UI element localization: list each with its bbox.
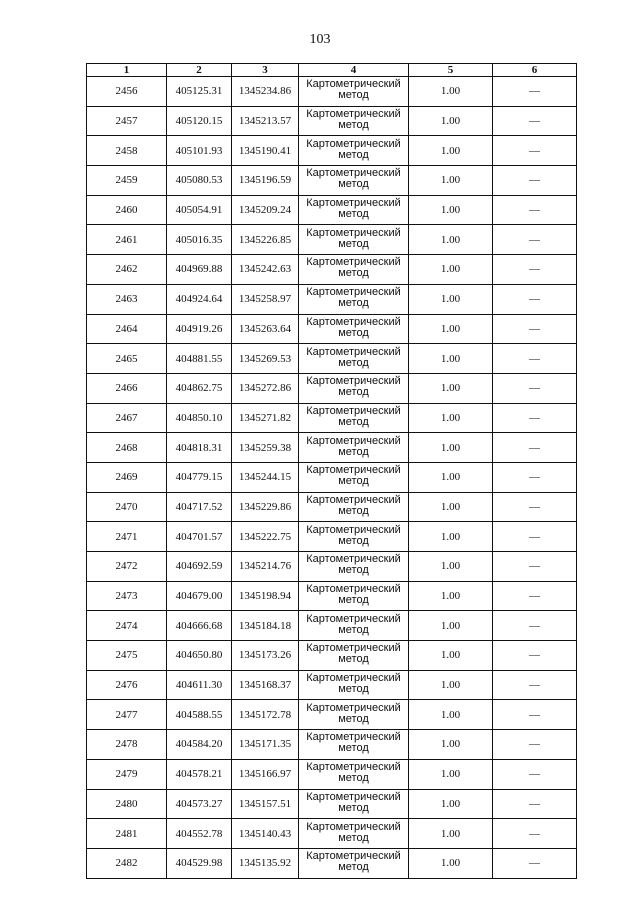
point-number-cell: 2475 (87, 641, 167, 671)
note-cell: — (493, 255, 577, 285)
point-number-cell: 2469 (87, 462, 167, 492)
table-row (87, 670, 577, 700)
y-coordinate-cell: 1345135.92 (232, 848, 299, 878)
method-cell (299, 730, 409, 760)
table-row (87, 166, 577, 196)
x-coordinate-cell: 404529.98 (167, 848, 232, 878)
table-row (87, 136, 577, 166)
y-coordinate-cell: 1345157.51 (232, 789, 299, 819)
accuracy-cell: 1.00 (409, 522, 493, 552)
method-line-1: Картометрический (306, 226, 401, 239)
accuracy-cell: 1.00 (409, 77, 493, 107)
y-coordinate-cell: 1345234.86 (232, 77, 299, 107)
point-number-cell: 2472 (87, 552, 167, 582)
method-cell (299, 552, 409, 582)
x-coordinate-cell: 404850.10 (167, 403, 232, 433)
method-line-2: метод (338, 742, 369, 755)
y-coordinate-cell: 1345213.57 (232, 106, 299, 136)
table-row (87, 819, 577, 849)
method-line-2: метод (338, 119, 369, 132)
column-header: 6 (493, 64, 577, 77)
table-row (87, 730, 577, 760)
method-line-1: Картометрический (306, 167, 401, 180)
method-cell (299, 106, 409, 136)
point-number-cell: 2482 (87, 848, 167, 878)
point-number-cell: 2479 (87, 759, 167, 789)
accuracy-cell: 1.00 (409, 611, 493, 641)
table-row (87, 255, 577, 285)
method-line-1: Картометрический (306, 850, 401, 863)
x-coordinate-cell: 404924.64 (167, 284, 232, 314)
x-coordinate-cell: 404584.20 (167, 730, 232, 760)
method-cell (299, 462, 409, 492)
table-row (87, 492, 577, 522)
table-row (87, 373, 577, 403)
method-cell (299, 225, 409, 255)
method-line-2: метод (338, 504, 369, 517)
method-cell (299, 284, 409, 314)
note-cell: — (493, 373, 577, 403)
method-cell (299, 670, 409, 700)
method-cell (299, 581, 409, 611)
point-number-cell: 2477 (87, 700, 167, 730)
note-cell: — (493, 284, 577, 314)
method-line-1: Картометрический (306, 108, 401, 121)
method-cell (299, 403, 409, 433)
note-cell: — (493, 700, 577, 730)
method-line-1: Картометрический (306, 731, 401, 744)
y-coordinate-cell: 1345263.64 (232, 314, 299, 344)
table-row (87, 106, 577, 136)
note-cell: — (493, 344, 577, 374)
table-row (87, 284, 577, 314)
method-line-1: Картометрический (306, 404, 401, 417)
table-row (87, 759, 577, 789)
method-cell (299, 789, 409, 819)
method-line-1: Картометрический (306, 197, 401, 210)
method-line-2: метод (338, 564, 369, 577)
point-number-cell: 2458 (87, 136, 167, 166)
point-number-cell: 2480 (87, 789, 167, 819)
table-row (87, 225, 577, 255)
method-line-1: Картометрический (306, 701, 401, 714)
note-cell: — (493, 730, 577, 760)
point-number-cell: 2462 (87, 255, 167, 285)
accuracy-cell: 1.00 (409, 670, 493, 700)
x-coordinate-cell: 404666.68 (167, 611, 232, 641)
method-line-2: метод (338, 594, 369, 607)
method-line-2: метод (338, 208, 369, 221)
method-line-1: Картометрический (306, 315, 401, 328)
column-header: 2 (167, 64, 232, 77)
coordinates-table (86, 63, 577, 879)
accuracy-cell: 1.00 (409, 314, 493, 344)
table-row (87, 522, 577, 552)
point-number-cell: 2481 (87, 819, 167, 849)
note-cell: — (493, 314, 577, 344)
method-line-1: Картометрический (306, 790, 401, 803)
accuracy-cell: 1.00 (409, 403, 493, 433)
point-number-cell: 2476 (87, 670, 167, 700)
accuracy-cell: 1.00 (409, 136, 493, 166)
method-line-2: метод (338, 623, 369, 636)
y-coordinate-cell: 1345196.59 (232, 166, 299, 196)
method-cell (299, 641, 409, 671)
method-line-2: метод (338, 534, 369, 547)
note-cell: — (493, 195, 577, 225)
accuracy-cell: 1.00 (409, 492, 493, 522)
accuracy-cell: 1.00 (409, 700, 493, 730)
x-coordinate-cell: 404650.80 (167, 641, 232, 671)
note-cell: — (493, 77, 577, 107)
note-cell: — (493, 522, 577, 552)
method-cell (299, 700, 409, 730)
note-cell: — (493, 581, 577, 611)
method-line-2: метод (338, 653, 369, 666)
x-coordinate-cell: 404701.57 (167, 522, 232, 552)
accuracy-cell: 1.00 (409, 166, 493, 196)
table-row (87, 344, 577, 374)
x-coordinate-cell: 404573.27 (167, 789, 232, 819)
x-coordinate-cell: 404779.15 (167, 462, 232, 492)
note-cell: — (493, 848, 577, 878)
method-line-1: Картометрический (306, 375, 401, 388)
table-row (87, 433, 577, 463)
y-coordinate-cell: 1345166.97 (232, 759, 299, 789)
note-cell: — (493, 789, 577, 819)
method-cell (299, 314, 409, 344)
accuracy-cell: 1.00 (409, 730, 493, 760)
page-number: 103 (309, 32, 331, 47)
table-row (87, 581, 577, 611)
note-cell: — (493, 166, 577, 196)
method-cell (299, 136, 409, 166)
accuracy-cell: 1.00 (409, 462, 493, 492)
table-row (87, 552, 577, 582)
x-coordinate-cell: 404679.00 (167, 581, 232, 611)
accuracy-cell: 1.00 (409, 255, 493, 285)
column-header: 3 (232, 64, 299, 77)
point-number-cell: 2473 (87, 581, 167, 611)
y-coordinate-cell: 1345271.82 (232, 403, 299, 433)
method-cell (299, 848, 409, 878)
point-number-cell: 2467 (87, 403, 167, 433)
method-line-2: метод (338, 267, 369, 280)
x-coordinate-cell: 404611.30 (167, 670, 232, 700)
method-line-1: Картометрический (306, 493, 401, 506)
y-coordinate-cell: 1345209.24 (232, 195, 299, 225)
table-row (87, 848, 577, 878)
accuracy-cell: 1.00 (409, 433, 493, 463)
x-coordinate-cell: 405054.91 (167, 195, 232, 225)
y-coordinate-cell: 1345244.15 (232, 462, 299, 492)
method-line-2: метод (338, 297, 369, 310)
method-line-1: Картометрический (306, 761, 401, 774)
x-coordinate-cell: 404692.59 (167, 552, 232, 582)
method-line-1: Картометрический (306, 434, 401, 447)
method-line-2: метод (338, 861, 369, 874)
point-number-cell: 2471 (87, 522, 167, 552)
y-coordinate-cell: 1345269.53 (232, 344, 299, 374)
point-number-cell: 2474 (87, 611, 167, 641)
point-number-cell: 2465 (87, 344, 167, 374)
note-cell: — (493, 759, 577, 789)
method-line-2: метод (338, 356, 369, 369)
accuracy-cell: 1.00 (409, 789, 493, 819)
method-line-1: Картометрический (306, 612, 401, 625)
method-cell (299, 77, 409, 107)
accuracy-cell: 1.00 (409, 759, 493, 789)
method-line-2: метод (338, 683, 369, 696)
accuracy-cell: 1.00 (409, 106, 493, 136)
note-cell: — (493, 403, 577, 433)
method-cell (299, 611, 409, 641)
method-line-2: метод (338, 178, 369, 191)
method-line-1: Картометрический (306, 583, 401, 596)
method-cell (299, 522, 409, 552)
y-coordinate-cell: 1345173.26 (232, 641, 299, 671)
point-number-cell: 2463 (87, 284, 167, 314)
x-coordinate-cell: 404881.55 (167, 344, 232, 374)
note-cell: — (493, 136, 577, 166)
table-row (87, 314, 577, 344)
y-coordinate-cell: 1345229.86 (232, 492, 299, 522)
method-line-2: метод (338, 475, 369, 488)
method-line-1: Картометрический (306, 672, 401, 685)
method-line-1: Картометрический (306, 345, 401, 358)
y-coordinate-cell: 1345259.38 (232, 433, 299, 463)
x-coordinate-cell: 404552.78 (167, 819, 232, 849)
method-cell (299, 344, 409, 374)
method-cell (299, 433, 409, 463)
point-number-cell: 2459 (87, 166, 167, 196)
note-cell: — (493, 462, 577, 492)
accuracy-cell: 1.00 (409, 552, 493, 582)
y-coordinate-cell: 1345190.41 (232, 136, 299, 166)
point-number-cell: 2461 (87, 225, 167, 255)
point-number-cell: 2466 (87, 373, 167, 403)
accuracy-cell: 1.00 (409, 225, 493, 255)
x-coordinate-cell: 404818.31 (167, 433, 232, 463)
note-cell: — (493, 433, 577, 463)
column-header: 5 (409, 64, 493, 77)
table-body (87, 77, 577, 879)
y-coordinate-cell: 1345226.85 (232, 225, 299, 255)
x-coordinate-cell: 404717.52 (167, 492, 232, 522)
y-coordinate-cell: 1345272.86 (232, 373, 299, 403)
x-coordinate-cell: 404862.75 (167, 373, 232, 403)
table-row (87, 641, 577, 671)
x-coordinate-cell: 405120.15 (167, 106, 232, 136)
accuracy-cell: 1.00 (409, 641, 493, 671)
method-line-2: метод (338, 386, 369, 399)
x-coordinate-cell: 405016.35 (167, 225, 232, 255)
method-line-1: Картометрический (306, 820, 401, 833)
y-coordinate-cell: 1345222.75 (232, 522, 299, 552)
method-cell (299, 492, 409, 522)
note-cell: — (493, 492, 577, 522)
method-line-2: метод (338, 831, 369, 844)
method-line-1: Картометрический (306, 78, 401, 91)
table-row (87, 77, 577, 107)
method-cell (299, 255, 409, 285)
y-coordinate-cell: 1345214.76 (232, 552, 299, 582)
point-number-cell: 2468 (87, 433, 167, 463)
note-cell: — (493, 611, 577, 641)
y-coordinate-cell: 1345168.37 (232, 670, 299, 700)
note-cell: — (493, 819, 577, 849)
y-coordinate-cell: 1345198.94 (232, 581, 299, 611)
y-coordinate-cell: 1345140.43 (232, 819, 299, 849)
accuracy-cell: 1.00 (409, 373, 493, 403)
point-number-cell: 2456 (87, 77, 167, 107)
y-coordinate-cell: 1345184.18 (232, 611, 299, 641)
x-coordinate-cell: 405101.93 (167, 136, 232, 166)
method-cell (299, 759, 409, 789)
method-cell (299, 373, 409, 403)
x-coordinate-cell: 404919.26 (167, 314, 232, 344)
point-number-cell: 2478 (87, 730, 167, 760)
method-line-1: Картометрический (306, 286, 401, 299)
x-coordinate-cell: 404969.88 (167, 255, 232, 285)
method-cell (299, 819, 409, 849)
method-line-2: метод (338, 772, 369, 785)
table-row (87, 789, 577, 819)
point-number-cell: 2460 (87, 195, 167, 225)
table-row (87, 403, 577, 433)
note-cell: — (493, 670, 577, 700)
note-cell: — (493, 106, 577, 136)
method-line-2: метод (338, 415, 369, 428)
method-line-1: Картометрический (306, 642, 401, 655)
table-row (87, 611, 577, 641)
method-cell (299, 166, 409, 196)
point-number-cell: 2457 (87, 106, 167, 136)
y-coordinate-cell: 1345171.35 (232, 730, 299, 760)
x-coordinate-cell: 405080.53 (167, 166, 232, 196)
point-number-cell: 2470 (87, 492, 167, 522)
x-coordinate-cell: 404588.55 (167, 700, 232, 730)
method-line-2: метод (338, 801, 369, 814)
column-header: 1 (87, 64, 167, 77)
y-coordinate-cell: 1345172.78 (232, 700, 299, 730)
method-line-2: метод (338, 237, 369, 250)
accuracy-cell: 1.00 (409, 284, 493, 314)
note-cell: — (493, 552, 577, 582)
method-line-2: метод (338, 89, 369, 102)
accuracy-cell: 1.00 (409, 195, 493, 225)
accuracy-cell: 1.00 (409, 581, 493, 611)
table-row (87, 195, 577, 225)
column-header: 4 (299, 64, 409, 77)
y-coordinate-cell: 1345258.97 (232, 284, 299, 314)
method-line-1: Картометрический (306, 464, 401, 477)
table-row (87, 700, 577, 730)
method-line-2: метод (338, 326, 369, 339)
method-line-1: Картометрический (306, 523, 401, 536)
note-cell: — (493, 225, 577, 255)
y-coordinate-cell: 1345242.63 (232, 255, 299, 285)
method-line-2: метод (338, 148, 369, 161)
point-number-cell: 2464 (87, 314, 167, 344)
accuracy-cell: 1.00 (409, 819, 493, 849)
table-row (87, 462, 577, 492)
x-coordinate-cell: 405125.31 (167, 77, 232, 107)
note-cell: — (493, 641, 577, 671)
method-line-1: Картометрический (306, 553, 401, 566)
x-coordinate-cell: 404578.21 (167, 759, 232, 789)
accuracy-cell: 1.00 (409, 848, 493, 878)
method-cell (299, 195, 409, 225)
accuracy-cell: 1.00 (409, 344, 493, 374)
table-header-row (87, 64, 577, 77)
method-line-2: метод (338, 712, 369, 725)
method-line-1: Картометрический (306, 137, 401, 150)
method-line-1: Картометрический (306, 256, 401, 269)
method-line-2: метод (338, 445, 369, 458)
